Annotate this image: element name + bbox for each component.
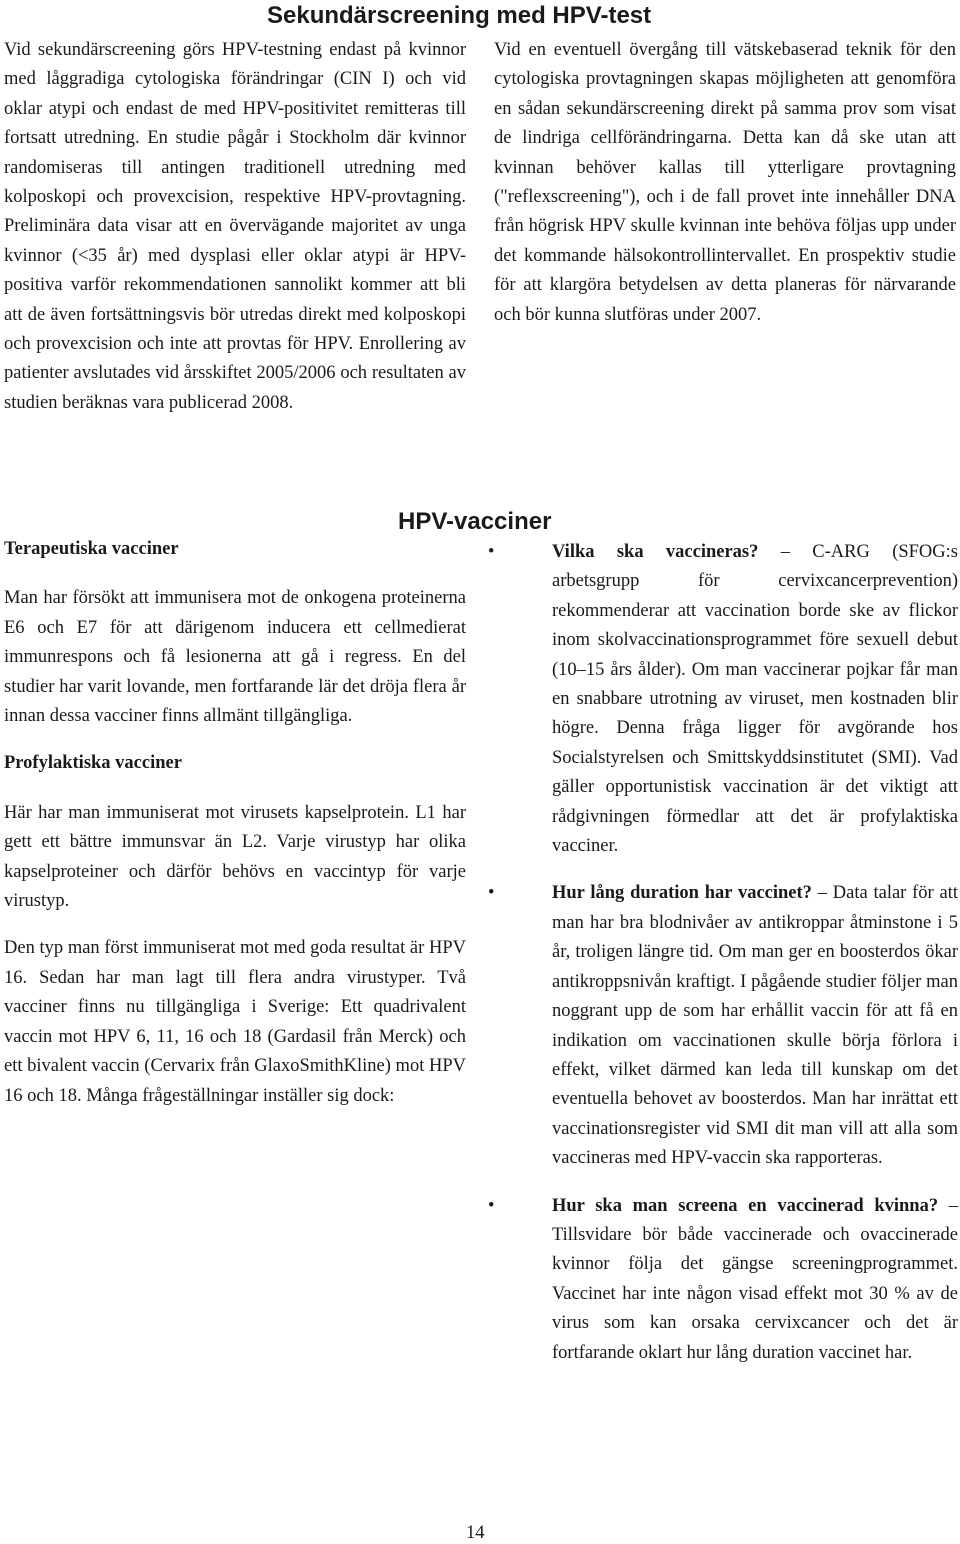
answer-text: – C-ARG (SFOG:s arbetsgrupp för cervixcancerprevention) rekommenderar att vaccination borde ske av flickor inom skolvaccinationsprogrammet före sexuell debut (10–15 års ålder). Om man vaccinerar pojkar får man en snabbare utrotning av viruset, men kostnaden blir högre. Denna fråga ligger för avgörande hos Socialstyrelsen och Smittskyddsinstitutet (SMI). Vad gäller opportunistisk vaccination är det viktigt att rådgivningen förmedlar att det är profylaktiska vacciner.	[552, 542, 958, 857]
screening-left-column	[4, 36, 466, 418]
section-title-hpv-vacciner: HPV-vacciner	[398, 508, 552, 535]
vacciner-left-column	[4, 535, 466, 1111]
page-number: 14	[466, 1523, 485, 1543]
question-item-hur-ska-man-screena	[488, 1192, 958, 1368]
screening-paragraph-right: Vid en eventuell övergång till vätskebaserad teknik för den cytologiska provtagningen skapas möjligheten att genomföra en sådan sekundärscreening direkt på samma prov som visat de lindriga cellförändringarna. Detta kan då ske utan att kvinnan behöver kallas till ytterligare provtagning ("reflexscreening"), och i de fall provet inte innehåller DNA från högrisk HPV skulle kvinnan inte behöva följas upp under det kommande hälsokontrollintervallet. En prospektiv studie för att klargöra betydelsen av detta planeras för närvarande och bör kunna slutföras under 2007.	[494, 40, 956, 325]
question-item-vilka-ska-vaccineras	[488, 538, 958, 861]
vacciner-right-column	[488, 538, 958, 1386]
profylaktiska-paragraph-2: Den typ man först immuniserat mot med goda resultat är HPV 16. Sedan har man lagt till flera andra virustyper. Två vacciner finns nu tillgängliga i Sverige: Ett quadrivalent vaccin mot HPV 6, 11, 16 och 18 (Gardasil från Merck) och ett bivalent vaccin (Cervarix från GlaxoSmithKline) mot HPV 16 och 18. Många frågeställningar inställer sig dock:	[4, 938, 466, 1106]
bullet-icon: •	[488, 1195, 495, 1216]
profylaktiska-paragraph-1: Här har man immuniserat mot virusets kapselprotein. L1 har gett ett bättre immunsvar än L2. Varje virustyp har olika kapselproteiner och därför behövs en vaccintyp för varje virustyp.	[4, 802, 466, 912]
subheading-terapeutiska-vacciner: Terapeutiska vacciner	[4, 539, 179, 559]
question-text: Hur lång duration har vaccinet?	[552, 883, 812, 904]
bullet-icon: •	[488, 542, 495, 562]
answer-text: – Data talar för att man har bra blodnivåer av antikroppar åtminstone i 5 år, troligen längre tid. Om man ger en boosterdos ökar antikroppsnivån kraftigt. I pågående studier följer man noggrant upp de som har erhållit vaccin för att få en indikation om vaccinationen skulle börja förlora i effekt, vilket därmed kan leda till kunskap om det eventuella behovet av boosterdos. Man har inrättat ett vaccinationsregister vid SMI dit man vill att alla som vaccineras med HPV-vaccin ska rapporteras.	[552, 883, 958, 1169]
bullet-icon: •	[488, 883, 495, 904]
terapeutiska-paragraph: Man har försökt att immunisera mot de onkogena proteinerna E6 och E7 för att därigenom inducera ett cellmedierat immunrespons och få lesionerna att gå i regress. En del studier har varit lovande, men fortfarande lär det dröja flera år innan dessa vacciner finns allmänt tillgängliga.	[4, 588, 466, 727]
answer-text: – Tillsvidare bör både vaccinerade och ovaccinerade kvinnor följa det gängse screeningprogrammet. Vaccinet har inte någon visad effekt mot 30 % av de virus som kan orsaka cervixcancer och det är fortfarande oklart hur lång duration vaccinet har.	[552, 1195, 959, 1363]
question-text: Hur ska man screena en vaccinerad kvinna?	[552, 1195, 939, 1216]
screening-paragraph-left: Vid sekundärscreening görs HPV-testning endast på kvinnor med låggradiga cytologiska förändringar (CIN I) och vid oklar atypi och endast de med HPV-positivitet remitteras till fortsatt utredning. En studie pågår i Stockholm där kvinnor randomiseras till antingen traditionell utredning med kolposkopi och provexcision, respektive HPV-provtagning. Preliminära data visar att en övervägande majoritet av unga kvinnor (<35 år) med dysplasi eller oklar atypi är HPV-positiva varför rekommendationen sannolikt kommer att bli att de även fortsättningsvis bör utredas direkt med kolposkopi och provexcision och inte att provtas för HPV. Enrollering av patienter avslutades vid årsskiftet 2005/2006 och resultaten av studien beräknas vara publicerad 2008.	[4, 40, 466, 413]
subheading-profylaktiska-vacciner: Profylaktiska vacciner	[4, 753, 182, 774]
question-item-hur-lang-duration	[488, 879, 958, 1173]
screening-right-column	[494, 36, 956, 330]
section-title-sekundarscreening: Sekundärscreening med HPV-test	[267, 2, 652, 29]
question-text: Vilka ska vaccineras?	[552, 542, 759, 562]
